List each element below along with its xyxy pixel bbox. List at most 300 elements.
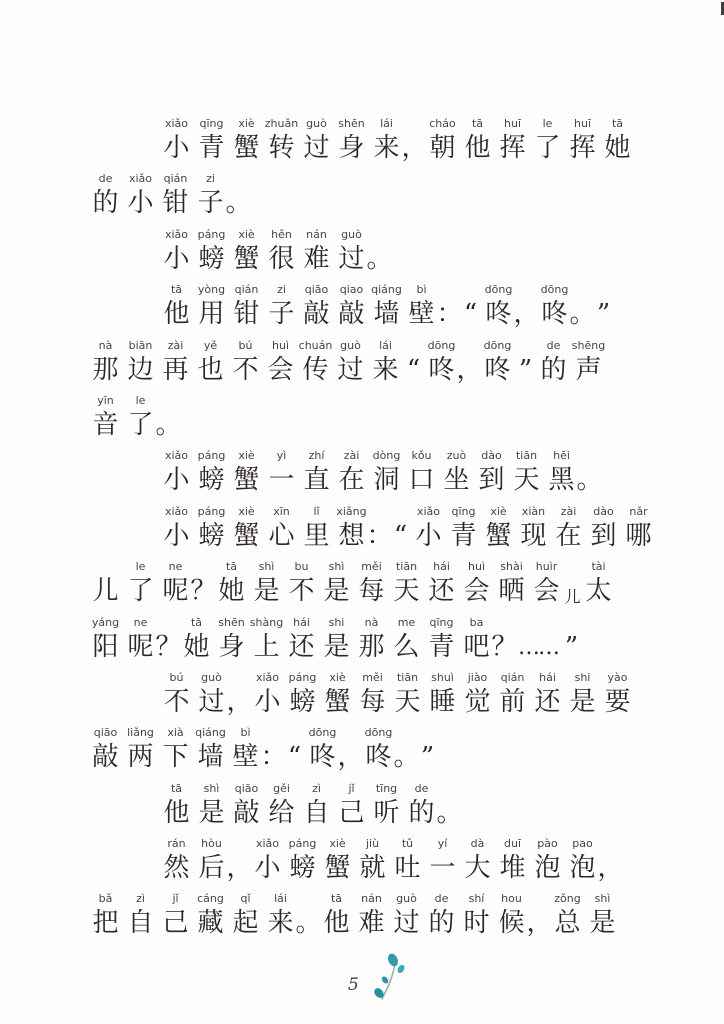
ruby-token bbox=[159, 282, 194, 331]
ruby-token bbox=[214, 559, 249, 608]
hanzi-character: 那 bbox=[92, 354, 119, 385]
ruby-token bbox=[299, 504, 334, 553]
hanzi-character: 前 bbox=[499, 686, 526, 717]
ruby-token bbox=[369, 282, 404, 331]
pinyin-annotation: qiáng bbox=[371, 283, 402, 297]
pinyin-annotation: gěi bbox=[273, 781, 290, 795]
hanzi-character: 哪 bbox=[625, 520, 652, 551]
ruby-token bbox=[495, 670, 530, 719]
pinyin-annotation: bì bbox=[416, 283, 427, 297]
ruby-token bbox=[621, 504, 656, 553]
ruby-token bbox=[88, 559, 123, 608]
ruby-token bbox=[481, 504, 516, 553]
pinyin-annotation: páng bbox=[197, 227, 226, 241]
punctuation-token bbox=[295, 891, 322, 940]
ruby-token bbox=[369, 448, 404, 497]
ruby-token bbox=[600, 116, 635, 165]
ruby-token bbox=[389, 615, 424, 664]
hanzi-character: 身 bbox=[218, 631, 245, 662]
hanzi-character: 不 bbox=[288, 576, 315, 607]
hanzi-character: 来 bbox=[372, 354, 399, 385]
ruby-token bbox=[194, 670, 229, 719]
pinyin-annotation: xiè bbox=[329, 837, 346, 851]
ruby-token bbox=[250, 836, 285, 885]
pinyin-annotation: nà bbox=[364, 615, 379, 629]
hanzi-character: 两 bbox=[127, 742, 154, 773]
ruby-token bbox=[249, 615, 284, 664]
ruby-token bbox=[516, 504, 551, 553]
punctuation-token bbox=[390, 504, 411, 553]
ruby-token bbox=[88, 171, 123, 220]
hanzi-character: 是 bbox=[323, 576, 350, 607]
hanzi-character: 泡 bbox=[534, 853, 561, 884]
hanzi-character: 子 bbox=[268, 299, 295, 330]
hanzi-character: 黑 bbox=[548, 465, 575, 496]
hanzi-character: 然 bbox=[163, 853, 190, 884]
ruby-token bbox=[537, 282, 572, 331]
pinyin-annotation: bú bbox=[238, 338, 253, 352]
ruby-token bbox=[264, 504, 299, 553]
hanzi-character: 起 bbox=[232, 908, 259, 939]
ruby-token bbox=[460, 836, 495, 885]
pinyin-annotation: yīn bbox=[97, 393, 114, 407]
ruby-token bbox=[229, 116, 264, 165]
hanzi-character: 一 bbox=[429, 853, 456, 884]
ruby-token bbox=[88, 891, 123, 940]
ruby-token bbox=[474, 448, 509, 497]
ruby-token bbox=[88, 615, 123, 664]
pinyin-annotation: bì bbox=[240, 726, 251, 740]
punctuation-token bbox=[515, 338, 536, 387]
hanzi-character: 会 bbox=[533, 576, 560, 607]
hanzi-character: 天 bbox=[393, 576, 420, 607]
ruby-token bbox=[284, 559, 319, 608]
hanzi-character: 她 bbox=[183, 631, 210, 662]
hanzi-character: 小 bbox=[415, 520, 442, 551]
page-number: 5 bbox=[348, 975, 359, 995]
ruby-token bbox=[123, 171, 158, 220]
pinyin-annotation: ba bbox=[469, 615, 484, 629]
hanzi-character: 他 bbox=[464, 133, 491, 163]
hanzi-character: 洞 bbox=[373, 465, 400, 496]
pinyin-annotation: shuì bbox=[431, 670, 454, 684]
punctuation-token bbox=[366, 227, 393, 276]
hanzi-character: 会 bbox=[267, 354, 294, 385]
ruby-token bbox=[123, 393, 158, 442]
hanzi-character: 呢 bbox=[162, 576, 189, 607]
ruby-token bbox=[285, 836, 320, 885]
hanzi-character: 。 bbox=[155, 409, 182, 440]
hanzi-character: 会 bbox=[463, 576, 490, 607]
ruby-token bbox=[285, 670, 320, 719]
hanzi-character: 也 bbox=[197, 354, 224, 385]
hanzi-character: 咚 bbox=[485, 299, 512, 330]
pinyin-annotation: zài bbox=[343, 449, 360, 463]
hanzi-character: 是 bbox=[323, 631, 350, 662]
punctuation-token bbox=[226, 836, 253, 885]
pinyin-annotation: hái bbox=[293, 615, 310, 629]
ruby-token bbox=[333, 338, 368, 387]
punctuation-token bbox=[403, 338, 424, 387]
hanzi-character: 螃 bbox=[289, 853, 316, 884]
hanzi-character: 现 bbox=[520, 520, 547, 551]
hanzi-character: ， bbox=[226, 686, 253, 717]
pinyin-annotation: dòng bbox=[372, 449, 401, 463]
ruby-token bbox=[480, 338, 515, 387]
ruby-token bbox=[334, 116, 369, 165]
ruby-token bbox=[334, 282, 369, 331]
hanzi-character: 心 bbox=[268, 520, 295, 551]
hanzi-character: 的 bbox=[428, 908, 455, 939]
pinyin-annotation: qiāo bbox=[304, 283, 329, 297]
hanzi-character: 直 bbox=[303, 465, 330, 496]
ruby-token bbox=[354, 615, 389, 664]
hanzi-character: 么 bbox=[393, 631, 420, 662]
text-line bbox=[88, 282, 660, 337]
ruby-token bbox=[369, 781, 404, 830]
ruby-token bbox=[529, 559, 564, 608]
hanzi-character: 还 bbox=[534, 686, 561, 717]
hanzi-character: 。 bbox=[366, 243, 393, 274]
hanzi-character: 咚 bbox=[484, 354, 511, 385]
hanzi-character: 咚 bbox=[309, 742, 336, 773]
pinyin-annotation: de bbox=[98, 172, 113, 186]
punctuation-token bbox=[155, 615, 182, 664]
pinyin-annotation: xiǎng bbox=[336, 504, 367, 518]
ruby-token bbox=[299, 781, 334, 830]
ruby-token bbox=[123, 725, 158, 774]
pinyin-annotation: qián bbox=[234, 283, 259, 297]
ruby-token bbox=[249, 559, 284, 608]
ruby-token bbox=[264, 116, 299, 165]
pinyin-annotation: dōng bbox=[364, 726, 393, 740]
pinyin-annotation: yě bbox=[203, 338, 218, 352]
hanzi-character: 挥 bbox=[499, 133, 526, 163]
ruby-token bbox=[319, 559, 354, 608]
ruby-token bbox=[334, 448, 369, 497]
hanzi-character: 阳 bbox=[92, 631, 119, 662]
hanzi-character: 上 bbox=[253, 631, 280, 662]
hanzi-character: 边 bbox=[127, 354, 154, 385]
hanzi-character: 敲 bbox=[303, 299, 330, 330]
ruby-token bbox=[319, 891, 354, 940]
ruby-token bbox=[229, 504, 264, 553]
pinyin-annotation: dōng bbox=[484, 283, 513, 297]
punctuation-token bbox=[526, 891, 553, 940]
ruby-token bbox=[158, 338, 193, 387]
pinyin-annotation: le bbox=[135, 393, 146, 407]
ruby-token bbox=[425, 116, 460, 165]
hanzi-character: 小 bbox=[254, 853, 281, 884]
pinyin-annotation: guò bbox=[396, 892, 417, 906]
text-line bbox=[88, 781, 660, 836]
pinyin-annotation: yí bbox=[437, 837, 448, 851]
hanzi-character: 蟹 bbox=[324, 853, 351, 884]
punctuation-token bbox=[593, 282, 614, 331]
ruby-token bbox=[585, 891, 620, 940]
pinyin-annotation: zài bbox=[560, 504, 577, 518]
hanzi-character: 的 bbox=[408, 797, 435, 828]
pinyin-annotation: chuán bbox=[298, 338, 333, 352]
ruby-token bbox=[494, 559, 529, 608]
hanzi-character: 来 bbox=[373, 133, 400, 163]
pinyin-annotation: lái bbox=[380, 117, 393, 130]
hanzi-character: 蟹 bbox=[233, 133, 260, 163]
punctuation-token bbox=[569, 282, 596, 331]
hanzi-character: 坐 bbox=[443, 465, 470, 496]
punctuation-token bbox=[436, 282, 463, 331]
pinyin-annotation: pào bbox=[537, 837, 558, 851]
ruby-token bbox=[494, 891, 529, 940]
ruby-token bbox=[530, 670, 565, 719]
hanzi-character: 呢 bbox=[127, 631, 154, 662]
pinyin-annotation: tīng bbox=[375, 781, 398, 795]
ruby-token bbox=[390, 670, 425, 719]
pinyin-annotation: duī bbox=[503, 837, 521, 851]
pinyin-annotation: hòu bbox=[201, 837, 222, 851]
punctuation-token bbox=[417, 725, 438, 774]
hanzi-character: “ bbox=[393, 520, 408, 551]
pinyin-annotation: hěn bbox=[271, 227, 292, 241]
text-line bbox=[88, 338, 660, 393]
pinyin-annotation: páng bbox=[197, 449, 226, 463]
pinyin-annotation: huì bbox=[272, 338, 289, 352]
pinyin-annotation: nán bbox=[306, 227, 327, 241]
pinyin-annotation: nà bbox=[98, 338, 113, 352]
ruby-token bbox=[369, 116, 404, 165]
ruby-token bbox=[159, 504, 194, 553]
ruby-token bbox=[228, 338, 263, 387]
punctuation-token bbox=[260, 725, 287, 774]
hanzi-character: ？ bbox=[491, 631, 518, 662]
ruby-token bbox=[123, 615, 158, 664]
hanzi-character: 蟹 bbox=[233, 243, 260, 274]
hanzi-character: 墙 bbox=[373, 299, 400, 330]
ruby-token bbox=[88, 338, 123, 387]
ruby-token bbox=[194, 227, 229, 276]
ruby-token bbox=[193, 891, 228, 940]
ruby-token bbox=[439, 448, 474, 497]
pinyin-annotation: zhuǎn bbox=[264, 117, 299, 130]
pinyin-annotation: shì bbox=[203, 781, 220, 795]
hanzi-character: 里 bbox=[303, 520, 330, 551]
pinyin-annotation: lái bbox=[379, 338, 392, 352]
ruby-token bbox=[194, 448, 229, 497]
ruby-token bbox=[228, 891, 263, 940]
hanzi-character: 挥 bbox=[569, 133, 596, 163]
hanzi-character: 下 bbox=[162, 742, 189, 773]
hanzi-character: 泡 bbox=[569, 853, 596, 884]
hanzi-character: 小 bbox=[163, 520, 190, 551]
ruby-token bbox=[404, 781, 439, 830]
pinyin-annotation: bu bbox=[294, 560, 309, 574]
pinyin-annotation: shì bbox=[258, 560, 275, 574]
hanzi-character: ： bbox=[366, 520, 393, 551]
hanzi-character: 难 bbox=[358, 908, 385, 939]
punctuation-token bbox=[190, 559, 217, 608]
pinyin-annotation: tài bbox=[591, 560, 606, 574]
hanzi-character: 身 bbox=[338, 133, 365, 163]
ruby-token bbox=[299, 282, 334, 331]
text-line bbox=[88, 448, 660, 503]
hanzi-character: 他 bbox=[163, 299, 190, 330]
pinyin-annotation: xiè bbox=[238, 117, 255, 130]
pinyin-annotation: tā bbox=[611, 117, 624, 130]
pinyin-annotation: dào bbox=[593, 504, 614, 518]
text-line bbox=[88, 725, 660, 780]
ruby-token bbox=[586, 504, 621, 553]
hanzi-character: 敲 bbox=[338, 299, 365, 330]
ruby-token bbox=[193, 171, 228, 220]
hanzi-character: …… bbox=[518, 634, 558, 660]
hanzi-character: 是 bbox=[198, 797, 225, 828]
pinyin-annotation: shi bbox=[574, 670, 591, 684]
hanzi-character: 壁 bbox=[232, 742, 259, 773]
ruby-token bbox=[194, 282, 229, 331]
punctuation-token bbox=[597, 836, 624, 885]
hanzi-character: “ bbox=[406, 354, 421, 385]
pinyin-annotation: biān bbox=[128, 338, 153, 352]
ruby-token bbox=[389, 891, 424, 940]
ruby-token bbox=[299, 227, 334, 276]
ruby-token bbox=[320, 836, 355, 885]
pinyin-annotation: xiè bbox=[329, 670, 346, 684]
text-line bbox=[88, 171, 660, 226]
punctuation-token bbox=[155, 393, 182, 442]
hanzi-character: 她 bbox=[604, 133, 631, 163]
hanzi-character: 时 bbox=[463, 908, 490, 939]
hanzi-character: 口 bbox=[408, 465, 435, 496]
pinyin-annotation: tā bbox=[170, 283, 183, 297]
pinyin-annotation: huī bbox=[504, 117, 521, 130]
hanzi-character: ？ bbox=[190, 576, 217, 607]
punctuation-token bbox=[576, 448, 603, 497]
ruby-token bbox=[424, 559, 459, 608]
ruby-token bbox=[194, 116, 229, 165]
ruby-token bbox=[264, 448, 299, 497]
hanzi-character: 壁 bbox=[408, 299, 435, 330]
hanzi-character: 敲 bbox=[92, 742, 119, 773]
hanzi-character: ： bbox=[436, 299, 463, 330]
hanzi-character: 钳 bbox=[233, 299, 260, 330]
pinyin-annotation: xiè bbox=[238, 227, 255, 241]
pinyin-annotation: xiǎo bbox=[164, 117, 189, 130]
pinyin-annotation: dōng bbox=[540, 283, 569, 297]
pinyin-annotation: yáng bbox=[91, 615, 120, 629]
hanzi-character: 己 bbox=[162, 908, 189, 939]
hanzi-character: 不 bbox=[232, 354, 259, 385]
punctuation-token bbox=[561, 615, 582, 664]
pinyin-annotation: páng bbox=[288, 837, 317, 851]
ruby-token bbox=[404, 448, 439, 497]
ruby-token bbox=[550, 891, 585, 940]
hanzi-character: 还 bbox=[428, 576, 455, 607]
ruby-token bbox=[158, 559, 193, 608]
hanzi-character: 儿 bbox=[92, 576, 119, 607]
text-line bbox=[88, 393, 660, 448]
pinyin-annotation: guò bbox=[201, 670, 222, 684]
ruby-token bbox=[460, 116, 495, 165]
ruby-token bbox=[565, 836, 600, 885]
hanzi-character: ” bbox=[518, 354, 533, 385]
ruby-token bbox=[263, 338, 298, 387]
hanzi-character: 儿 bbox=[564, 587, 581, 607]
pinyin-annotation: tiān bbox=[515, 449, 538, 463]
ruby-token bbox=[424, 891, 459, 940]
hanzi-character: 他 bbox=[323, 908, 350, 939]
hanzi-character: 咚 bbox=[365, 742, 392, 773]
text-block bbox=[88, 116, 660, 947]
pinyin-annotation: cáng bbox=[197, 892, 224, 906]
hanzi-character: 太 bbox=[585, 576, 612, 607]
hanzi-character: 己 bbox=[338, 797, 365, 828]
ruby-token bbox=[481, 282, 516, 331]
pinyin-annotation: bǎ bbox=[98, 892, 113, 906]
ruby-token bbox=[299, 116, 334, 165]
hanzi-character: 小 bbox=[163, 465, 190, 496]
ruby-token bbox=[123, 891, 158, 940]
text-line bbox=[88, 227, 660, 282]
pinyin-annotation: xiǎo bbox=[164, 449, 189, 463]
ruby-token bbox=[581, 559, 616, 608]
hanzi-character: 了 bbox=[127, 576, 154, 607]
pinyin-annotation: xiè bbox=[238, 504, 255, 518]
hanzi-character: ， bbox=[226, 853, 253, 884]
pinyin-annotation: bú bbox=[169, 670, 184, 684]
ruby-token bbox=[404, 282, 439, 331]
pinyin-annotation: shēn bbox=[218, 615, 245, 629]
pinyin-annotation: shí bbox=[468, 892, 485, 906]
hanzi-character: ， bbox=[597, 853, 624, 884]
pinyin-annotation: tā bbox=[225, 560, 238, 574]
hanzi-character: 后 bbox=[198, 853, 225, 884]
hanzi-character: ， bbox=[401, 133, 428, 163]
hanzi-character: 自 bbox=[127, 908, 154, 939]
hanzi-character: 青 bbox=[428, 631, 455, 662]
hanzi-character: 一 bbox=[268, 465, 295, 496]
ruby-token bbox=[390, 836, 425, 885]
ruby-token bbox=[424, 615, 459, 664]
ruby-token bbox=[354, 559, 389, 608]
hanzi-character: 吧 bbox=[463, 631, 490, 662]
hanzi-character: 咚 bbox=[428, 354, 455, 385]
hanzi-character: 大 bbox=[464, 853, 491, 884]
pinyin-annotation: de bbox=[546, 338, 561, 352]
pinyin-annotation: qiao bbox=[339, 283, 364, 297]
ruby-token bbox=[355, 670, 390, 719]
ruby-token bbox=[194, 504, 229, 553]
hanzi-character: 蟹 bbox=[233, 520, 260, 551]
hanzi-character: ： bbox=[260, 742, 287, 773]
ruby-token bbox=[564, 559, 581, 613]
ruby-token bbox=[334, 227, 369, 276]
pinyin-annotation: jiào bbox=[467, 670, 488, 684]
hanzi-character: 过 bbox=[338, 243, 365, 274]
pinyin-annotation: zuò bbox=[446, 449, 467, 463]
pinyin-annotation: rán bbox=[167, 837, 186, 851]
hanzi-character: 天 bbox=[394, 686, 421, 717]
hanzi-character: 了 bbox=[127, 409, 154, 440]
pinyin-annotation: guò bbox=[341, 227, 362, 241]
ruby-token bbox=[389, 559, 424, 608]
pinyin-annotation: tiān bbox=[395, 560, 418, 574]
hanzi-character: 朝 bbox=[429, 133, 456, 163]
pinyin-annotation: jǐ bbox=[348, 781, 355, 795]
pinyin-annotation: měi bbox=[362, 670, 383, 684]
pinyin-annotation: nán bbox=[361, 892, 382, 906]
pinyin-annotation: qīng bbox=[199, 117, 224, 130]
hanzi-character: 蟹 bbox=[485, 520, 512, 551]
